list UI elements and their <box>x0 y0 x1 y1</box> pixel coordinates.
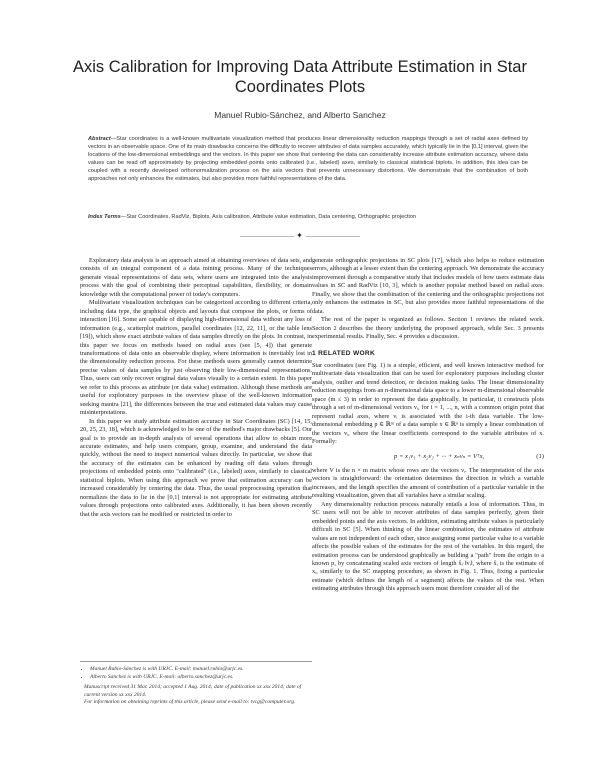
equation <box>312 453 544 461</box>
author-line: Manuel Rubio-Sánchez, and Alberto Sanchez <box>214 110 386 120</box>
index-terms-label: Index Terms <box>88 214 121 220</box>
paper-title: Axis Calibration for Improving Data Attribute Estimation in Star Coordinates Plots <box>73 58 527 96</box>
body-paragraph: where V is the n × m matrix whose rows are the vectors vᵢ. The interpretation of the axis vectors is straightforward: the orientation determines the direction in which a variable increases, and the length specifies the amount of contribution of a particular variable in the resulting visualization, given that all variables have a similar scaling. <box>312 466 544 500</box>
separator-diamond-icon: ✦ <box>296 231 303 240</box>
footnote-rule <box>80 661 312 662</box>
abstract-label: Abstract <box>88 136 111 142</box>
body-paragraph: In this paper we study attribute estimation accuracy in Star Coordinates (SC) [14, 15, 20, 25, 23, 18], which is acknowledged to be one of the method's major drawbacks [5]. Our goal is to provide an in-depth analysis of several operations that allow to obtain more accurate estimates, and help users compare, group, examine, and understand the data quickly, without the need to inspect numerical values directly. In particular, we show that the accuracy of the estimates can be enhanced by reading off data values through projections of embedded points onto "calibrated" (i.e., labeled) axes, similarly to classical statistical biplots. When using this approach we prove that estimation accuracy can be increased considerably by centering the data. Thus, the usual preprocessing operation that normalizes the data to lie in the [0,1] interval is not appropriate for estimating attribute values through projections onto calibrated axes. Additionally, it has been shown recently that the axis vectors can be modified or restricted in order to <box>80 417 312 518</box>
separator-rule-left <box>240 236 294 237</box>
left-column <box>80 257 312 519</box>
affiliation-note: • Alberto Sanchez is with URJC. E-mail: alberto.sanchez@urjc.es. <box>90 674 312 682</box>
body-paragraph: Star coordinates (see Fig. 1) is a simple, efficient, and well known interactive method for multivariate data visualization that can be used for exploratory purposes including cluster analysis, outlier and trend detection, or decision making tasks. The linear dimensionality reduction mappings from an n-dimensional data space to a lower m-dimensional observable space (m ≤ 3) in order to represent the data graphically. In particular, it constructs plots through a set of m-dimensional vectors vᵢ, for i = 1, ..., n, with a common origin point that represent radial axes, where vᵢ is associated with the i-th data variable. The low-dimensional embedding p ∈ ℝᵐ of a data sample x ∈ ℝⁿ is simply a linear combination of the vectors vᵢ, where the linear coefficients correspond to the variable attributes of x. Formally: <box>312 361 544 446</box>
equation-number: (1) <box>536 452 544 460</box>
abstract-block <box>88 135 528 184</box>
body-paragraph: generate orthographic projections in SC plots [17], which also helps to reduce estimation errors, although at a lesser extent than the centering approach. We demonstrate the accuracy improvement through a comparative study that includes models of how users estimate data values in SC and RadViz [10, 3], which is another popular method based on radial axes. Finally, we show that the combination of the centering and the orthographic projections not only enhances the estimates in SC, but also provides more faithful representations of the data. <box>312 257 544 315</box>
right-column <box>312 257 544 594</box>
footnotes <box>80 661 312 707</box>
index-terms-block <box>88 213 528 221</box>
index-terms-text: —Star Coordinates, RadViz, Biplots, Axis calibration, Attribute value estimation, Data centering, Orthographic projection <box>120 214 417 220</box>
body-paragraph: Multivariate visualization techniques can be categorized according to different criteria, including data type, the graphical objects and layouts that compose the plots, or forms of interaction [16]. Some are capable of displaying high-dimensional data without any loss of information (e.g., scatterplot matrices, parallel coordinates [12, 22, 11], or the table lens [19]), which show exact attribute values of data samples directly on the plots. In contrast, in this paper we focus on methods based on radial axes (see [5, 4]) that generate transformations of data onto an observable display, where information is inevitably lost in the dimensionality reduction process. For these methods users generally cannot determine precise values of data samples by just observing their low-dimensional representations. Thus, users can only recover original data values visually to a certain extent. In this paper we refer to this process as attribute (or data value) estimation. Although these methods are useful for exploratory purposes in the overview phase of the well-known information seeking mantra [21], the differences between the true and estimated data values may cause misinterpretations. <box>80 299 312 417</box>
affiliation-note: • Manuel Rubio-Sánchez is with URJC. E-mail: manuel.rubio@urjc.es. <box>90 666 312 674</box>
abstract-text: —Star coordinates is a well-known multivariate visualization method that produces linear dimensionality reduction mappings through a set of radial axes defined by vectors in an observable space. One of its main drawbacks concerns the difficulty to recover attributes of data samples accurately, which typically lie in the [0,1] interval, given the locations of the low-dimensional embeddings and the vectors. In this paper we show that centering the data can considerably increase attribute estimation accuracy, where data values can be read off approximately by projecting embedded points onto calibrated (i.e., labeled) axes, similarly to classical statistical biplots. In addition, this idea can be coupled with a recently developed orthonormalization process on the axis vectors that prevents unnecessary distortions. We demonstrate that the combination of both approaches not only enhances the estimates, but also provides more faithful representations of the data. <box>88 136 528 183</box>
body-paragraph: Exploratory data analysis is an approach aimed at obtaining overviews of data sets, and consists of an integral component of a data mining process. Many of the techniques generate visual representations of data sets, where users are integrated into the analysis process with the goal of combining their perceptual capabilities, flexibility, or domain knowledge with the computational power of today's computers. <box>80 257 312 298</box>
body-paragraph: The rest of the paper is organized as follows. Section 1 reviews the related work. Section 2 describes the theory underlying the proposed approach, while Sec. 3 presents experimental results. Finally, Sec. 4 provides a discussion. <box>312 316 544 341</box>
publication-note: Manuscript received 31 Mar. 2014; accepted 1 Aug. 2014; date of publication xx xxx 2014; date of current version xx xxx 2014. <box>84 684 302 698</box>
equation-expression: p = x₁v₁ + x₂v₂ + ··· + xₙvₙ = Vᵀx, <box>394 452 485 460</box>
body-paragraph: Any dimensionality reduction process naturally entails a loss of information. Thus, in SC users will not be able to recover attributes of data samples perfectly, given their embedded points and the axis vectors. In addition, estimating attribute values is particularly difficult in SC [5]. When thinking of the linear combination, the estimates of attribute values are not independent of each other, since assigning some particular value to a variable affects the possible values of the estimates for the rest of the variables. In this regard, the estimation process can be understood graphically as building a "path" from the origin to a known p, by concatenating scaled axis vectors of length x̂ᵢ·‖vᵢ‖, where x̂ᵢ is the estimate of xᵢ, similarly to the SC mapping procedure, as shown in Fig. 1. Thus, fixing a particular estimate (which defines the length of a segment) affects the values of the rest. When estimating attributes through this approach users must therefore consider all of the <box>312 500 544 593</box>
section-heading: 1 RELATED WORK <box>312 349 376 357</box>
reprint-note: For information on obtaining reprints of this article, please send e-mail to: tvcg@computer.org. <box>84 699 296 706</box>
separator-rule-right <box>306 236 360 237</box>
